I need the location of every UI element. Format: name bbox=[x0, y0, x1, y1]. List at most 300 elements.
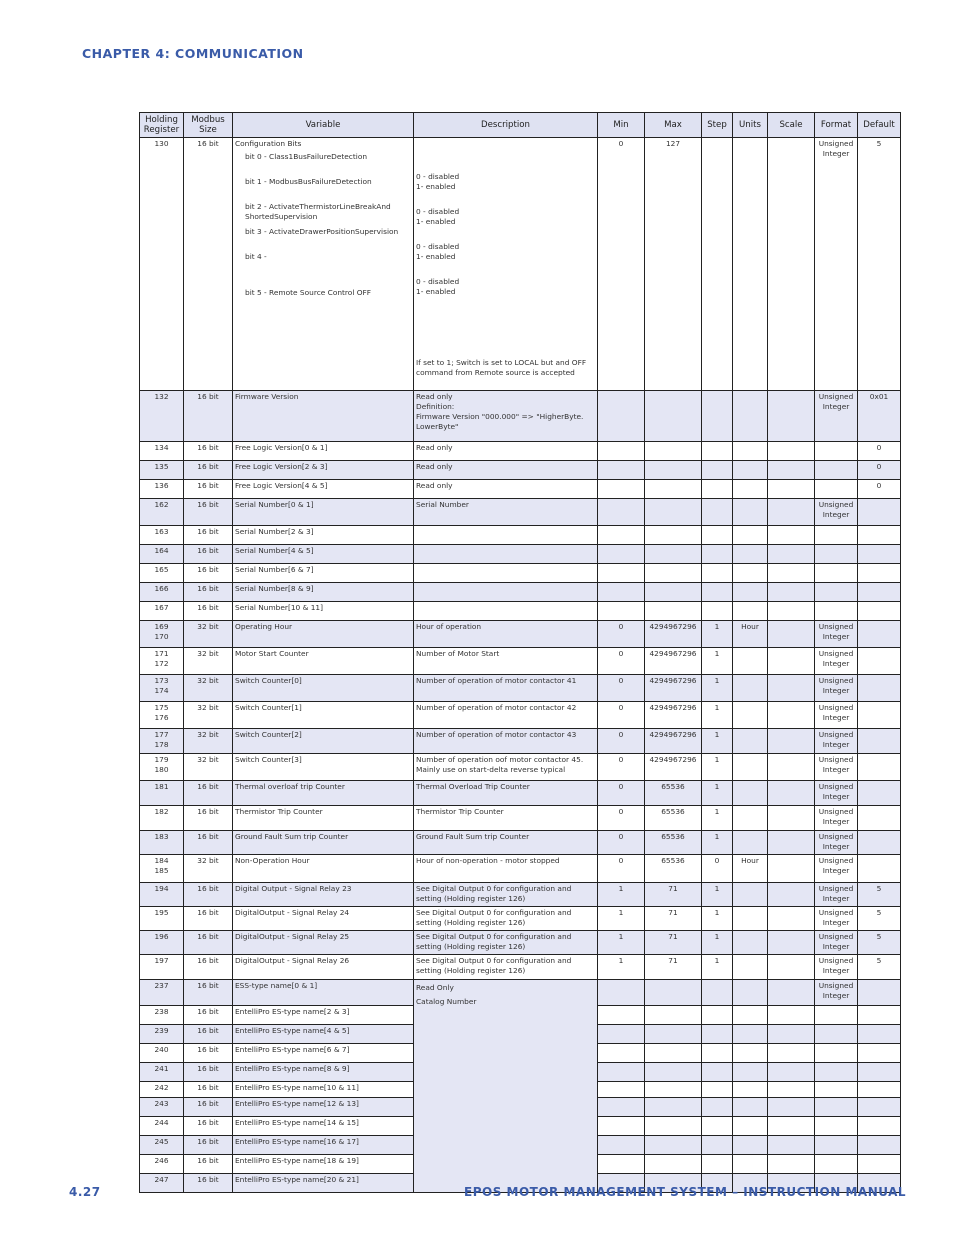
max-cell bbox=[645, 1063, 702, 1082]
default-cell: 0 bbox=[858, 461, 901, 480]
scale-cell bbox=[768, 781, 815, 806]
max-cell: 71 bbox=[645, 931, 702, 955]
scale-cell bbox=[768, 883, 815, 907]
description-cell bbox=[414, 545, 598, 564]
variable-cell: EntelliPro ES-type name[12 & 13] bbox=[233, 1098, 414, 1117]
variable-cell: Serial Number[6 & 7] bbox=[233, 564, 414, 583]
modbus-size-cell: 32 bit bbox=[184, 855, 233, 883]
holding-register-cell: 130 bbox=[140, 138, 184, 391]
table-row bbox=[140, 621, 901, 648]
variable-cell: Thermal overloaf trip Counter bbox=[233, 781, 414, 806]
format-cell bbox=[815, 1006, 858, 1025]
step-cell bbox=[702, 1155, 733, 1174]
default-cell bbox=[858, 1082, 901, 1098]
units-cell bbox=[733, 648, 768, 675]
min-cell bbox=[598, 1044, 645, 1063]
scale-cell bbox=[768, 480, 815, 499]
step-cell: 1 bbox=[702, 806, 733, 831]
column-header: Holding Register bbox=[140, 113, 184, 138]
table-row bbox=[140, 980, 901, 1006]
description-cell: Serial Number bbox=[414, 499, 598, 526]
units-cell bbox=[733, 1155, 768, 1174]
modbus-size-cell: 16 bit bbox=[184, 480, 233, 499]
table-row bbox=[140, 583, 901, 602]
description-cell: Read only bbox=[414, 461, 598, 480]
min-cell: 0 bbox=[598, 648, 645, 675]
modbus-size-cell: 16 bit bbox=[184, 1174, 233, 1193]
variable-cell: Digital Output - Signal Relay 23 bbox=[233, 883, 414, 907]
variable-cell: Serial Number[8 & 9] bbox=[233, 583, 414, 602]
min-cell bbox=[598, 391, 645, 442]
description-cell bbox=[414, 602, 598, 621]
units-cell bbox=[733, 1063, 768, 1082]
default-cell bbox=[858, 1117, 901, 1136]
min-cell bbox=[598, 461, 645, 480]
holding-register-cell: 171 172 bbox=[140, 648, 184, 675]
holding-register-cell: 246 bbox=[140, 1155, 184, 1174]
default-cell bbox=[858, 1006, 901, 1025]
scale-cell bbox=[768, 442, 815, 461]
variable-cell: Switch Counter[3] bbox=[233, 754, 414, 781]
format-cell bbox=[815, 583, 858, 602]
description-cell: See Digital Output 0 for configuration and setting (Holding register 126) bbox=[414, 955, 598, 980]
variable-cell: ESS-type name[0 & 1] bbox=[233, 980, 414, 1006]
default-cell bbox=[858, 545, 901, 564]
min-cell: 0 bbox=[598, 138, 645, 391]
format-cell: Unsigned Integer bbox=[815, 931, 858, 955]
modbus-size-cell: 16 bit bbox=[184, 583, 233, 602]
holding-register-cell: 167 bbox=[140, 602, 184, 621]
scale-cell bbox=[768, 1025, 815, 1044]
modbus-size-cell: 16 bit bbox=[184, 781, 233, 806]
table-row bbox=[140, 391, 901, 442]
step-cell bbox=[702, 1117, 733, 1136]
max-cell: 127 bbox=[645, 138, 702, 391]
units-cell: Hour bbox=[733, 855, 768, 883]
min-cell: 1 bbox=[598, 907, 645, 931]
column-header: Max bbox=[645, 113, 702, 138]
max-cell bbox=[645, 980, 702, 1006]
scale-cell bbox=[768, 138, 815, 391]
variable-cell: EntelliPro ES-type name[16 & 17] bbox=[233, 1136, 414, 1155]
scale-cell bbox=[768, 1117, 815, 1136]
default-cell bbox=[858, 855, 901, 883]
variable-cell: Serial Number[2 & 3] bbox=[233, 526, 414, 545]
min-cell bbox=[598, 545, 645, 564]
description-cell: Read only bbox=[414, 480, 598, 499]
variable-cell: Serial Number[4 & 5] bbox=[233, 545, 414, 564]
variable-cell: EntelliPro ES-type name[14 & 15] bbox=[233, 1117, 414, 1136]
max-cell bbox=[645, 526, 702, 545]
max-cell bbox=[645, 1098, 702, 1117]
description-cell: Hour of non-operation - motor stopped bbox=[414, 855, 598, 883]
min-cell bbox=[598, 1025, 645, 1044]
variable-cell: Switch Counter[2] bbox=[233, 729, 414, 754]
table-row bbox=[140, 480, 901, 499]
format-cell: Unsigned Integer bbox=[815, 675, 858, 702]
scale-cell bbox=[768, 806, 815, 831]
modbus-size-cell: 16 bit bbox=[184, 831, 233, 855]
scale-cell bbox=[768, 1098, 815, 1117]
manual-title: EPOS MOTOR MANAGEMENT SYSTEM – INSTRUCTION MANUAL bbox=[464, 1185, 907, 1199]
format-cell: Unsigned Integer bbox=[815, 138, 858, 391]
format-cell: Unsigned Integer bbox=[815, 781, 858, 806]
default-cell bbox=[858, 526, 901, 545]
scale-cell bbox=[768, 955, 815, 980]
modbus-size-cell: 16 bit bbox=[184, 1082, 233, 1098]
variable-cell: Free Logic Version[2 & 3] bbox=[233, 461, 414, 480]
min-cell: 1 bbox=[598, 883, 645, 907]
units-cell bbox=[733, 391, 768, 442]
modbus-size-cell: 16 bit bbox=[184, 391, 233, 442]
units-cell bbox=[733, 781, 768, 806]
modbus-size-cell: 16 bit bbox=[184, 526, 233, 545]
max-cell: 4294967296 bbox=[645, 648, 702, 675]
min-cell bbox=[598, 583, 645, 602]
max-cell bbox=[645, 1136, 702, 1155]
units-cell bbox=[733, 499, 768, 526]
step-cell: 1 bbox=[702, 729, 733, 754]
units-cell bbox=[733, 564, 768, 583]
holding-register-cell: 237 bbox=[140, 980, 184, 1006]
default-cell: 5 bbox=[858, 907, 901, 931]
scale-cell bbox=[768, 583, 815, 602]
holding-register-cell: 244 bbox=[140, 1117, 184, 1136]
units-cell bbox=[733, 1025, 768, 1044]
modbus-size-cell: 16 bit bbox=[184, 545, 233, 564]
units-cell: Hour bbox=[733, 621, 768, 648]
step-cell bbox=[702, 602, 733, 621]
max-cell bbox=[645, 564, 702, 583]
format-cell bbox=[815, 480, 858, 499]
default-cell bbox=[858, 1044, 901, 1063]
bit-description: 0 - disabled 1- enabled bbox=[416, 277, 460, 296]
description-cell: Ground Fault Sum trip Counter bbox=[414, 831, 598, 855]
variable-cell: EntelliPro ES-type name[20 & 21] bbox=[233, 1174, 414, 1193]
description-cell: See Digital Output 0 for configuration and setting (Holding register 126) bbox=[414, 907, 598, 931]
bit-description: If set to 1; Switch is set to LOCAL but and OFF command from Remote source is accepted bbox=[416, 358, 587, 377]
variable-cell: EntelliPro ES-type name[18 & 19] bbox=[233, 1155, 414, 1174]
bit-label: bit 5 - Remote Source Control OFF bbox=[245, 288, 372, 297]
step-cell bbox=[702, 442, 733, 461]
page-number: 4.27 bbox=[69, 1185, 101, 1199]
max-cell bbox=[645, 391, 702, 442]
min-cell bbox=[598, 526, 645, 545]
max-cell bbox=[645, 461, 702, 480]
scale-cell bbox=[768, 391, 815, 442]
column-header: Variable bbox=[233, 113, 414, 138]
description-cell bbox=[414, 138, 598, 391]
scale-cell bbox=[768, 855, 815, 883]
column-header: Scale bbox=[768, 113, 815, 138]
column-header: Default bbox=[858, 113, 901, 138]
step-cell: 1 bbox=[702, 781, 733, 806]
scale-cell bbox=[768, 1136, 815, 1155]
scale-cell bbox=[768, 754, 815, 781]
default-cell bbox=[858, 831, 901, 855]
bit-description bbox=[416, 312, 595, 348]
modbus-size-cell: 16 bit bbox=[184, 907, 233, 931]
format-cell: Unsigned Integer bbox=[815, 907, 858, 931]
default-cell bbox=[858, 702, 901, 729]
variable-cell: EntelliPro ES-type name[10 & 11] bbox=[233, 1082, 414, 1098]
variable-cell: DigitalOutput - Signal Relay 26 bbox=[233, 955, 414, 980]
units-cell bbox=[733, 602, 768, 621]
format-cell: Unsigned Integer bbox=[815, 754, 858, 781]
format-cell bbox=[815, 1098, 858, 1117]
scale-cell bbox=[768, 702, 815, 729]
step-cell: 1 bbox=[702, 831, 733, 855]
max-cell: 4294967296 bbox=[645, 621, 702, 648]
max-cell: 65536 bbox=[645, 781, 702, 806]
holding-register-cell: 175 176 bbox=[140, 702, 184, 729]
table-row bbox=[140, 602, 901, 621]
step-cell bbox=[702, 461, 733, 480]
default-cell bbox=[858, 499, 901, 526]
modbus-size-cell: 16 bit bbox=[184, 1098, 233, 1117]
holding-register-cell: 169 170 bbox=[140, 621, 184, 648]
scale-cell bbox=[768, 1044, 815, 1063]
step-cell bbox=[702, 499, 733, 526]
description-cell: See Digital Output 0 for configuration and setting (Holding register 126) bbox=[414, 931, 598, 955]
table-row bbox=[140, 883, 901, 907]
holding-register-cell: 136 bbox=[140, 480, 184, 499]
default-cell: 5 bbox=[858, 883, 901, 907]
min-cell bbox=[598, 1098, 645, 1117]
step-cell bbox=[702, 138, 733, 391]
description-cell bbox=[414, 564, 598, 583]
table-row bbox=[140, 138, 901, 391]
step-cell bbox=[702, 1082, 733, 1098]
max-cell bbox=[645, 545, 702, 564]
min-cell bbox=[598, 499, 645, 526]
description-cell: Number of Motor Start bbox=[414, 648, 598, 675]
default-cell: 0 bbox=[858, 480, 901, 499]
format-cell: Unsigned Integer bbox=[815, 883, 858, 907]
units-cell bbox=[733, 754, 768, 781]
modbus-size-cell: 16 bit bbox=[184, 138, 233, 391]
modbus-size-cell: 16 bit bbox=[184, 499, 233, 526]
variable-cell: DigitalOutput - Signal Relay 24 bbox=[233, 907, 414, 931]
units-cell bbox=[733, 907, 768, 931]
table-row bbox=[140, 729, 901, 754]
holding-register-cell: 196 bbox=[140, 931, 184, 955]
variable-cell: EntelliPro ES-type name[8 & 9] bbox=[233, 1063, 414, 1082]
scale-cell bbox=[768, 526, 815, 545]
holding-register-cell: 241 bbox=[140, 1063, 184, 1082]
format-cell bbox=[815, 602, 858, 621]
variable-cell: Motor Start Counter bbox=[233, 648, 414, 675]
max-cell bbox=[645, 480, 702, 499]
table-row bbox=[140, 545, 901, 564]
units-cell bbox=[733, 883, 768, 907]
max-cell: 4294967296 bbox=[645, 729, 702, 754]
units-cell bbox=[733, 980, 768, 1006]
default-cell: 0x01 bbox=[858, 391, 901, 442]
chapter-heading: CHAPTER 4: COMMUNICATION bbox=[82, 46, 304, 61]
variable-cell: Switch Counter[1] bbox=[233, 702, 414, 729]
step-cell: 1 bbox=[702, 702, 733, 729]
min-cell: 0 bbox=[598, 621, 645, 648]
column-header: Min bbox=[598, 113, 645, 138]
units-cell bbox=[733, 702, 768, 729]
units-cell bbox=[733, 138, 768, 391]
units-cell bbox=[733, 1082, 768, 1098]
max-cell: 65536 bbox=[645, 855, 702, 883]
holding-register-cell: 182 bbox=[140, 806, 184, 831]
column-header: Format bbox=[815, 113, 858, 138]
min-cell: 0 bbox=[598, 754, 645, 781]
default-cell bbox=[858, 1025, 901, 1044]
variable-cell: Free Logic Version[4 & 5] bbox=[233, 480, 414, 499]
scale-cell bbox=[768, 461, 815, 480]
scale-cell bbox=[768, 1082, 815, 1098]
variable-title: Configuration Bits bbox=[235, 139, 302, 148]
modbus-size-cell: 32 bit bbox=[184, 675, 233, 702]
variable-cell: EntelliPro ES-type name[2 & 3] bbox=[233, 1006, 414, 1025]
step-cell bbox=[702, 545, 733, 564]
step-cell: 1 bbox=[702, 907, 733, 931]
scale-cell bbox=[768, 729, 815, 754]
default-cell: 5 bbox=[858, 931, 901, 955]
variable-cell: Thermistor Trip Counter bbox=[233, 806, 414, 831]
format-cell: Unsigned Integer bbox=[815, 955, 858, 980]
modbus-size-cell: 16 bit bbox=[184, 461, 233, 480]
table-row bbox=[140, 442, 901, 461]
modbus-size-cell: 16 bit bbox=[184, 1155, 233, 1174]
default-cell bbox=[858, 583, 901, 602]
max-cell bbox=[645, 1025, 702, 1044]
holding-register-cell: 247 bbox=[140, 1174, 184, 1193]
format-cell: Unsigned Integer bbox=[815, 855, 858, 883]
default-cell bbox=[858, 602, 901, 621]
step-cell bbox=[702, 1063, 733, 1082]
max-cell: 71 bbox=[645, 883, 702, 907]
description-cell: See Digital Output 0 for configuration and setting (Holding register 126) bbox=[414, 883, 598, 907]
max-cell bbox=[645, 1044, 702, 1063]
step-cell: 1 bbox=[702, 621, 733, 648]
variable-cell: Serial Number[0 & 1] bbox=[233, 499, 414, 526]
format-cell bbox=[815, 461, 858, 480]
holding-register-cell: 177 178 bbox=[140, 729, 184, 754]
scale-cell bbox=[768, 621, 815, 648]
bit-label: bit 0 - Class1BusFailureDetection bbox=[245, 152, 368, 161]
bit-label: bit 4 - bbox=[245, 252, 267, 261]
holding-register-cell: 179 180 bbox=[140, 754, 184, 781]
format-cell bbox=[815, 1136, 858, 1155]
step-cell bbox=[702, 526, 733, 545]
table-row bbox=[140, 931, 901, 955]
min-cell: 0 bbox=[598, 702, 645, 729]
holding-register-cell: 162 bbox=[140, 499, 184, 526]
format-cell: Unsigned Integer bbox=[815, 391, 858, 442]
scale-cell bbox=[768, 831, 815, 855]
units-cell bbox=[733, 1006, 768, 1025]
modbus-size-cell: 32 bit bbox=[184, 702, 233, 729]
description-cell: Number of operation of motor contactor 41 bbox=[414, 675, 598, 702]
max-cell: 71 bbox=[645, 907, 702, 931]
bit-label: bit 3 - ActivateDrawerPositionSupervision bbox=[245, 227, 399, 236]
max-cell: 65536 bbox=[645, 806, 702, 831]
variable-cell: Serial Number[10 & 11] bbox=[233, 602, 414, 621]
scale-cell bbox=[768, 1006, 815, 1025]
variable-cell: EntelliPro ES-type name[4 & 5] bbox=[233, 1025, 414, 1044]
format-cell bbox=[815, 1025, 858, 1044]
min-cell: 0 bbox=[598, 806, 645, 831]
step-cell: 1 bbox=[702, 648, 733, 675]
units-cell bbox=[733, 461, 768, 480]
format-cell: Unsigned Integer bbox=[815, 702, 858, 729]
table-row bbox=[140, 907, 901, 931]
modbus-size-cell: 16 bit bbox=[184, 1044, 233, 1063]
holding-register-cell: 132 bbox=[140, 391, 184, 442]
scale-cell bbox=[768, 602, 815, 621]
default-cell: 5 bbox=[858, 138, 901, 391]
table-row bbox=[140, 648, 901, 675]
column-header: Description bbox=[414, 113, 598, 138]
units-cell bbox=[733, 583, 768, 602]
step-cell bbox=[702, 564, 733, 583]
table-row bbox=[140, 564, 901, 583]
description-cell: Number of operation of motor contactor 43 bbox=[414, 729, 598, 754]
default-cell bbox=[858, 621, 901, 648]
modbus-size-cell: 16 bit bbox=[184, 931, 233, 955]
bit-description: 0 - disabled 1- enabled bbox=[416, 242, 460, 261]
modbus-size-cell: 16 bit bbox=[184, 1006, 233, 1025]
description-cell bbox=[414, 526, 598, 545]
modbus-size-cell: 16 bit bbox=[184, 1136, 233, 1155]
default-cell bbox=[858, 754, 901, 781]
default-cell bbox=[858, 648, 901, 675]
step-cell: 1 bbox=[702, 754, 733, 781]
min-cell bbox=[598, 1006, 645, 1025]
holding-register-cell: 195 bbox=[140, 907, 184, 931]
modbus-size-cell: 32 bit bbox=[184, 754, 233, 781]
scale-cell bbox=[768, 931, 815, 955]
max-cell bbox=[645, 602, 702, 621]
holding-register-cell: 135 bbox=[140, 461, 184, 480]
modbus-size-cell: 16 bit bbox=[184, 1117, 233, 1136]
default-cell bbox=[858, 1136, 901, 1155]
column-header: Units bbox=[733, 113, 768, 138]
scale-cell bbox=[768, 1155, 815, 1174]
table-row bbox=[140, 461, 901, 480]
min-cell bbox=[598, 602, 645, 621]
default-cell bbox=[858, 781, 901, 806]
min-cell: 1 bbox=[598, 931, 645, 955]
format-cell bbox=[815, 442, 858, 461]
step-cell: 1 bbox=[702, 931, 733, 955]
format-cell bbox=[815, 1082, 858, 1098]
step-cell bbox=[702, 583, 733, 602]
modbus-size-cell: 32 bit bbox=[184, 729, 233, 754]
format-cell bbox=[815, 1117, 858, 1136]
units-cell bbox=[733, 806, 768, 831]
description-cell: Read only Definition: Firmware Version "000.000" => "HigherByte. LowerByte" bbox=[414, 391, 598, 442]
table-row bbox=[140, 855, 901, 883]
units-cell bbox=[733, 526, 768, 545]
variable-cell: Ground Fault Sum trip Counter bbox=[233, 831, 414, 855]
step-cell: 1 bbox=[702, 675, 733, 702]
step-cell bbox=[702, 1098, 733, 1117]
bit-label: bit 1 - ModbusBusFailureDetection bbox=[245, 177, 372, 186]
description-cell: Number of operation oof motor contactor 45. Mainly use on start-delta reverse typical bbox=[414, 754, 598, 781]
max-cell bbox=[645, 583, 702, 602]
default-cell bbox=[858, 729, 901, 754]
variable-cell: EntelliPro ES-type name[6 & 7] bbox=[233, 1044, 414, 1063]
holding-register-cell: 165 bbox=[140, 564, 184, 583]
format-cell bbox=[815, 1063, 858, 1082]
